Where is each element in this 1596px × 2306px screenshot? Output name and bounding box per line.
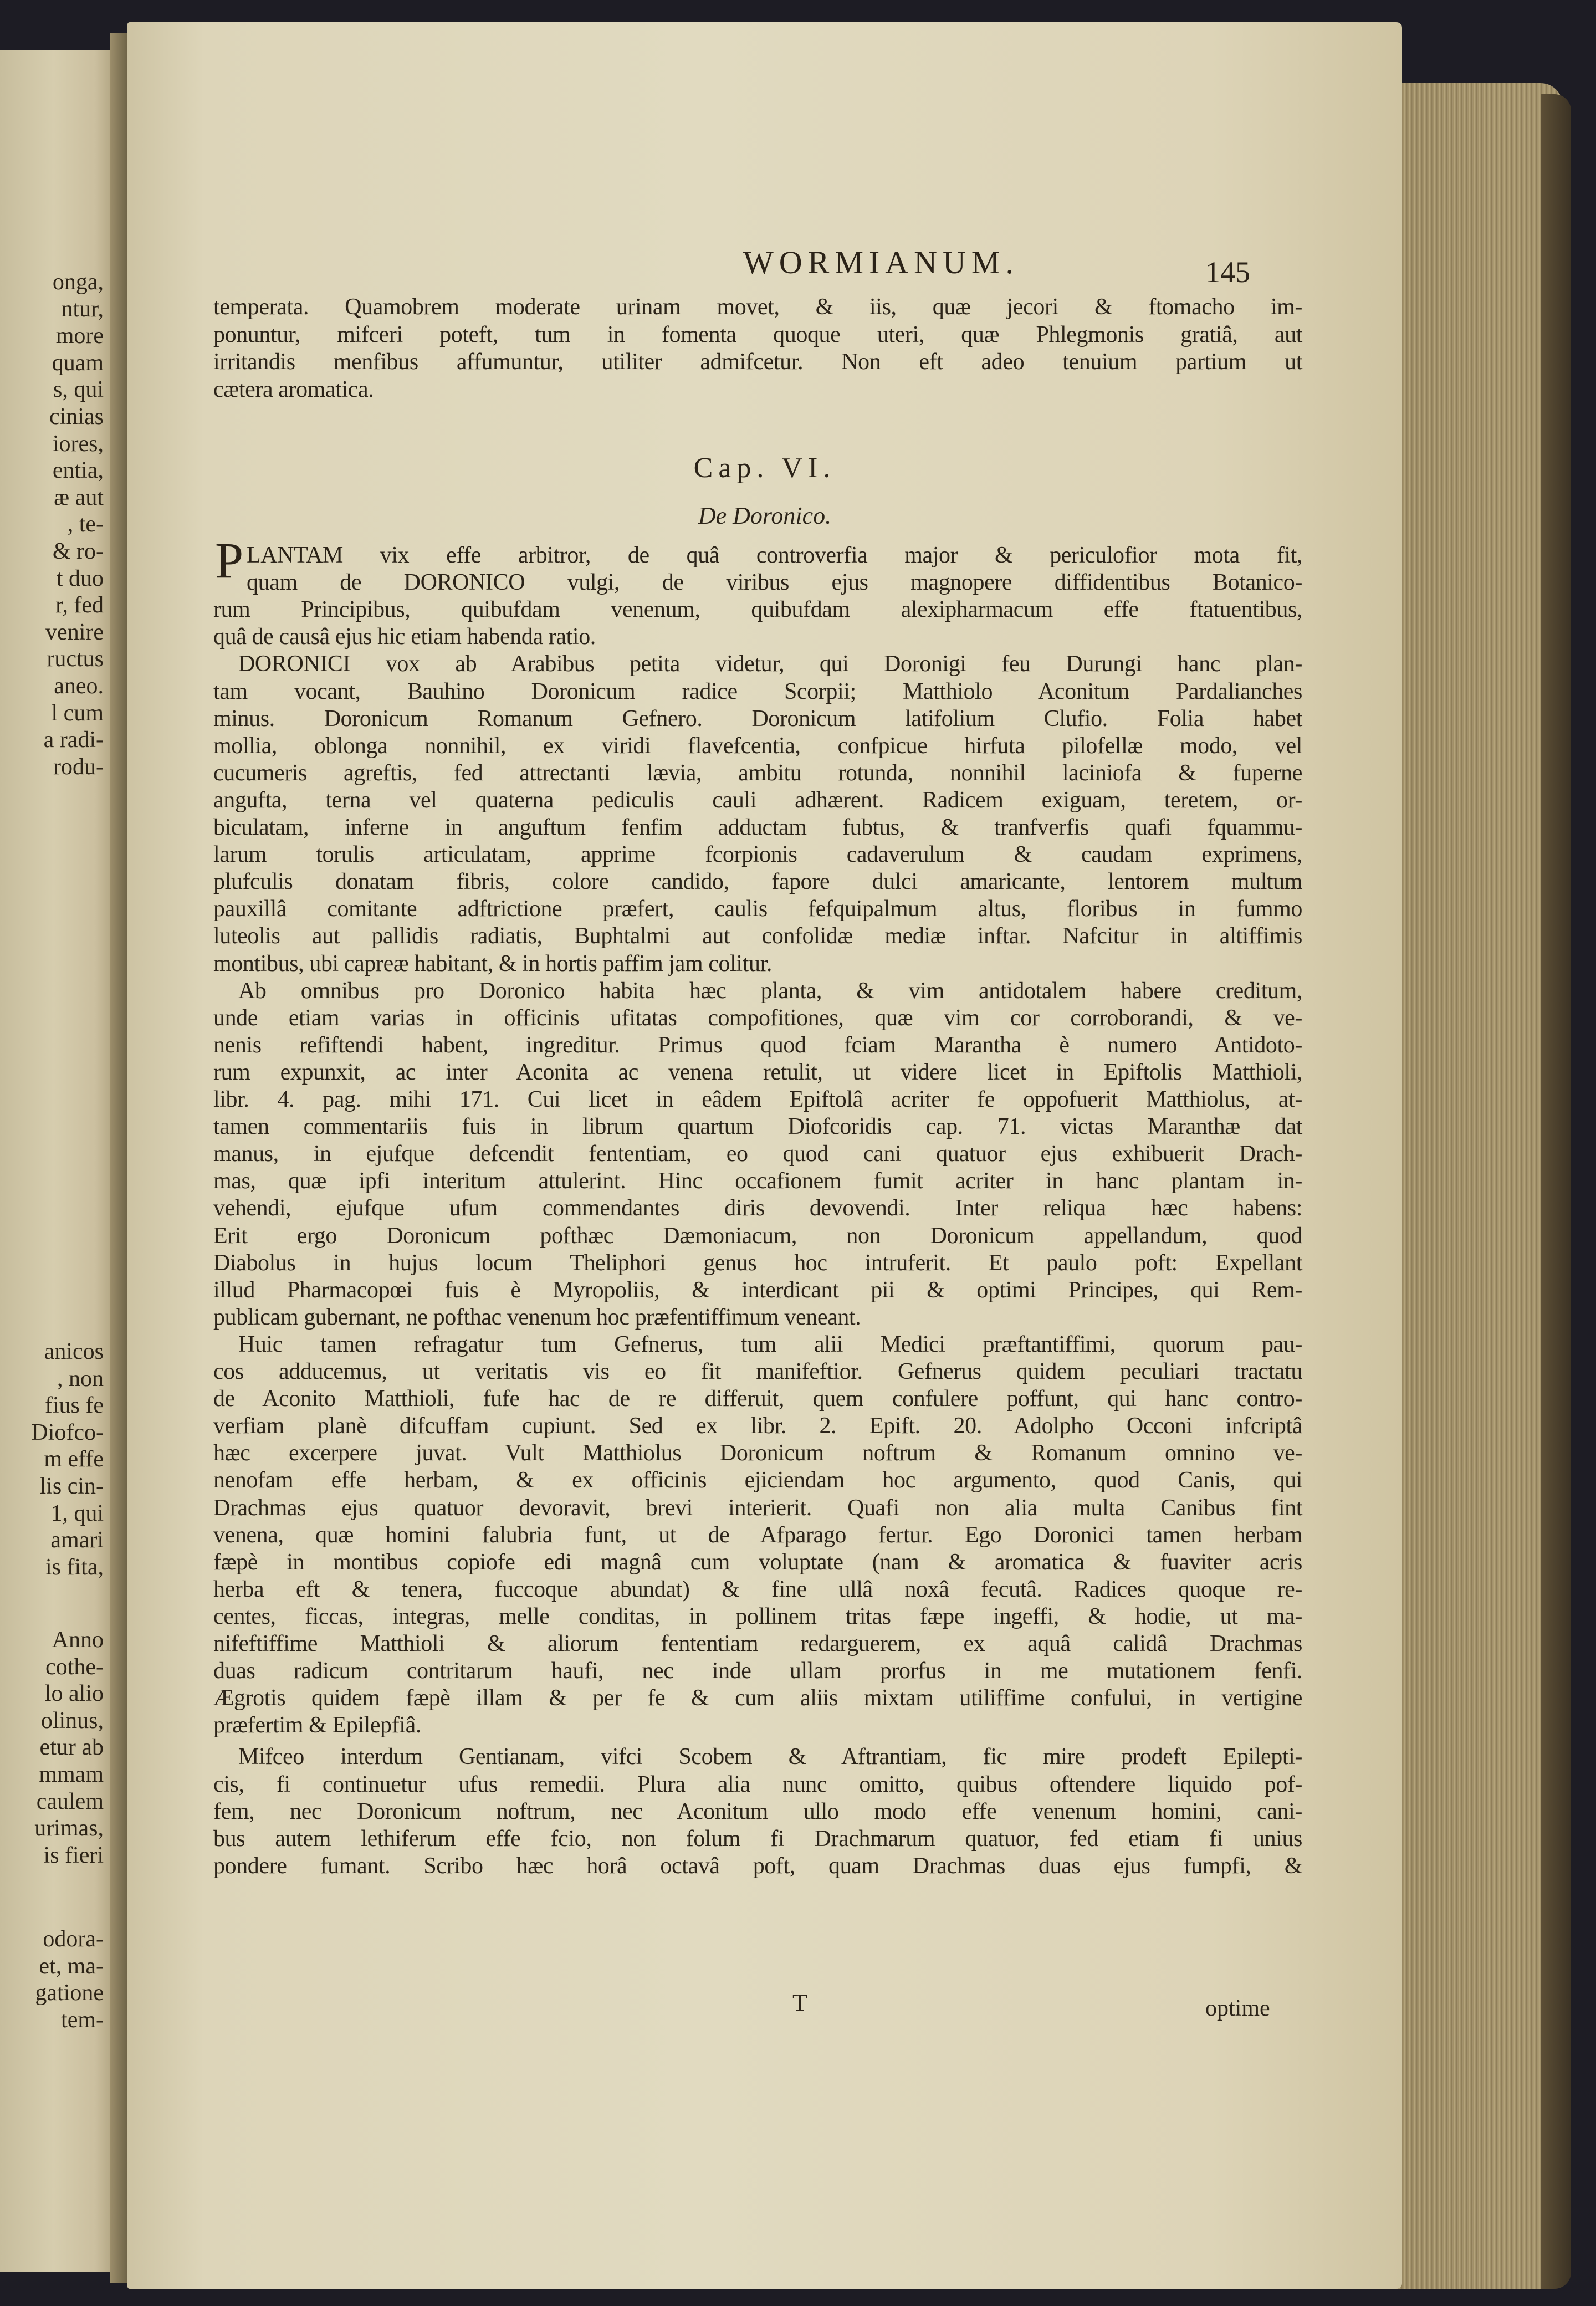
left-fragment-line: mmam [39, 1761, 104, 1787]
left-fragment-line: m effe [44, 1446, 104, 1472]
left-margin-fragments-bottom [35, 1926, 104, 2033]
text-line: Ægrotis quidem fæpè illam & per fe & cum aliis mixtam utiliffime confului, in vertigine [213, 1685, 1302, 1711]
left-page-fragment [0, 50, 119, 2272]
left-fragment-line: rodu- [53, 754, 104, 780]
left-fragment-line: lis cin- [39, 1473, 104, 1499]
left-fragment-line: olinus, [40, 1707, 104, 1734]
left-fragment-line: ntur, [61, 296, 104, 322]
text-line: montibus, ubi capreæ habitant, & in hortis paffim jam colitur. [213, 950, 772, 976]
text-line: cætera aromatica. [213, 376, 374, 402]
left-fragment-line: fius fe [44, 1393, 104, 1419]
text-line: venena, quæ homini falubria funt, ut de Afparago fertur. Ego Doronici tamen herbam [213, 1522, 1302, 1548]
drop-cap: P [215, 532, 244, 589]
text-line: de Aconito Matthioli, fufe hac de re differuit, quem confulere poffunt, qui hanc contro- [213, 1386, 1302, 1412]
left-fragment-line: iores, [52, 431, 104, 457]
text-line: tam vocant, Bauhino Doronicum radice Scorpii; Matthiolo Aconitum Pardalianches [213, 678, 1302, 704]
text-line: herba eft & tenera, fuccoque abundat) & fine ullâ noxâ fecutâ. Radices quoque re- [213, 1576, 1302, 1602]
left-fragment-line: tem- [61, 2007, 104, 2033]
text-line: DORONICI vox ab Arabibus petita videtur, qui Doronigi feu Durungi hanc plan- [238, 651, 1302, 677]
left-fragment-line: venire [45, 619, 104, 645]
text-line: larum torulis articulatam, apprime fcorpionis cadaverulum & caudam exprimens, [213, 842, 1302, 868]
left-fragment-line: entia, [52, 458, 104, 484]
left-fragment-line: 1, qui [50, 1500, 104, 1526]
text-line: centes, ficcas, integras, melle conditas, in pollinem tritas fæpe ingeffi, & hodie, ut ma- [213, 1603, 1302, 1629]
text-line: nenofam effe herbam, & ex officinis ejiciendam hoc argumento, quod Canis, qui [213, 1468, 1302, 1494]
left-margin-fragments-mid [31, 1338, 104, 1581]
text-line: bus autem lethiferum effe fcio, non folum fi Drachmarum quatuor, fed etiam fi unius [213, 1826, 1302, 1852]
text-line: fem, nec Doronicum noftrum, nec Aconitum ullo modo effe venenum homini, cani- [213, 1798, 1302, 1824]
left-fragment-line: & ro- [52, 538, 104, 564]
catchword: optime [1205, 1996, 1270, 2021]
left-fragment-line: is fieri [43, 1842, 104, 1868]
left-margin-fragments-top [44, 269, 104, 780]
left-fragment-line: s, qui [53, 377, 104, 403]
left-fragment-line: quam [52, 350, 104, 376]
left-fragment-line: æ aut [54, 484, 104, 510]
left-fragment-line: et, ma- [39, 1953, 104, 1979]
text-line: fæpè in montibus copiofe edi magnâ cum voluptate (nam & aromatica & fuaviter acris [213, 1549, 1302, 1575]
left-fragment-line: odora- [43, 1926, 104, 1952]
left-fragment-line: aneo. [54, 673, 104, 699]
text-line: vehendi, ejufque ufum commendantes diris devovendi. Inter reliqua hæc habens: [213, 1195, 1302, 1221]
text-line: Mifceo interdum Gentianam, vifci Scobem & Aftrantiam, fic mire prodeft Epilepti- [238, 1744, 1302, 1770]
text-line: plufculis donatam fibris, colore candido, fapore dulci amaricante, lentorem multum [213, 869, 1302, 895]
text-line: quâ de causâ ejus hic etiam habenda ratio. [213, 624, 596, 650]
text-line: mollia, oblonga nonnihil, ex viridi flavefcentia, confpicue hirfuta pilofellæ modo, vel [213, 733, 1302, 759]
left-fragment-line: anicos [44, 1339, 104, 1364]
text-line: tamen commentariis fuis in librum quartum Diofcoridis cap. 71. victas Maranthæ dat [213, 1114, 1302, 1140]
chapter-title: Cap. VI. [693, 452, 836, 484]
left-fragment-line: lo alio [44, 1681, 104, 1707]
text-line: cos adducemus, ut veritatis vis eo fit manifeftior. Gefnerus quidem peculiari tractatu [213, 1359, 1302, 1384]
text-line: rum expunxit, ac inter Aconita ac venena retulit, ut videre licet in Epiftolis Matthioli, [213, 1059, 1302, 1085]
page-number: 145 [1205, 255, 1250, 289]
left-fragment-line: amari [50, 1527, 104, 1553]
left-fragment-line: r, fed [55, 592, 104, 618]
signature-mark: T [792, 1989, 807, 2016]
left-fragment-line: Anno [52, 1627, 104, 1653]
text-line: duas radicum contritarum haufi, nec inde ullam prorfus in me mutationem fenfi. [213, 1658, 1302, 1684]
left-fragment-line: caulem [36, 1788, 104, 1814]
text-line: irritandis menfibus affumuntur, utiliter admifcetur. Non eft adeo tenuium partium ut [213, 349, 1302, 375]
text-line: manus, in ejufque defcendit fententiam, eo quod cani quatuor ejus exhibuerit Drach- [213, 1141, 1302, 1167]
left-fragment-line: Diofco- [31, 1419, 104, 1445]
text-line: mas, quæ ipfi interitum attulerint. Hinc occafionem fumit acriter in hanc plantam in- [213, 1168, 1302, 1194]
text-line: rum Principibus, quibufdam venenum, quibufdam alexipharmacum effe ftatuentibus, [213, 597, 1302, 623]
text-line: luteolis aut pallidis radiatis, Buphtalmi aut confolidæ mediæ inftar. Nafcitur in altiffimis [213, 923, 1302, 949]
text-line: Ab omnibus pro Doronico habita hæc planta, & vim antidotalem habere creditum, [238, 978, 1302, 1004]
text-line: ponuntur, mifceri poteft, tum in fomenta quoque uteri, quæ Phlegmonis gratiâ, aut [213, 321, 1302, 347]
right-page [127, 22, 1402, 2289]
text-line: cucumeris agreftis, fed attrectanti lævia, ambitu rotunda, nonnihil laciniofa & fuperne [213, 760, 1302, 786]
book-spread [0, 11, 1571, 2294]
left-fragment-line: etur ab [39, 1735, 104, 1761]
left-fragment-line: t duo [56, 565, 104, 591]
left-fragment-line: gatione [35, 1980, 104, 2006]
text-line: libr. 4. pag. mihi 171. Cui licet in eâdem Epiftolâ acriter fe oppofuerit Matthiolus, at- [213, 1087, 1302, 1112]
left-margin-fragments-low [34, 1627, 104, 1869]
left-fragment-line: ructus [47, 646, 104, 672]
left-fragment-line: cothe- [45, 1654, 104, 1680]
text-line: cis, fi continuetur ufus remedii. Plura alia nunc omitto, quibus oftendere liquido pof- [213, 1771, 1302, 1797]
text-line: Diabolus in hujus locum Theliphori genus hoc intruferit. Et paulo poft: Expellant [213, 1250, 1302, 1276]
left-fragment-line: l cum [51, 700, 104, 726]
text-line: temperata. Quamobrem moderate urinam movet, & iis, quæ jecori & ftomacho im- [213, 294, 1302, 320]
left-fragment-line: more [55, 323, 104, 349]
left-fragment-line: is fita, [45, 1554, 104, 1580]
text-line: nifeftiffime Matthioli & aliorum fententiam redarguerem, ex aquâ calidâ Drachmas [213, 1631, 1302, 1656]
left-fragment-line: urimas, [34, 1816, 104, 1842]
text-line: unde etiam varias in officinis ufitatas compofitiones, quæ vim cor corroborandi, & ve- [213, 1005, 1302, 1031]
text-line: nenis refiftendi habent, ingreditur. Primus quod fciam Marantha è numero Antidoto- [213, 1032, 1302, 1058]
left-fragment-line: , te- [67, 512, 104, 538]
left-fragment-line: , non [57, 1366, 104, 1392]
text-line: Drachmas ejus quatuor devoravit, brevi interierit. Quafi non alia multa Canibus fint [213, 1495, 1302, 1521]
text-line: pauxillâ comitante adftrictione præfert, caulis fefquipalmum altus, floribus in fummo [213, 896, 1302, 922]
text-line: publicam gubernant, ne pofthac venenum hoc præfentiffimum veneant. [213, 1304, 861, 1330]
text-line: LANTAM vix effe arbitror, de quâ controverfia major & periculofior mota fit, [247, 543, 1302, 568]
running-title: WORMIANUM. [743, 244, 1019, 280]
left-fragment-line: cinias [49, 403, 104, 430]
text-line: verfiam planè difcuffam cupiunt. Sed ex libr. 2. Epift. 20. Adolpho Occoni infcriptâ [213, 1413, 1302, 1439]
text-line: pondere fumant. Scribo hæc horâ octavâ poft, quam Drachmas duas ejus fumpfi, & [213, 1853, 1302, 1879]
cover-edge [1541, 94, 1571, 2289]
text-line: minus. Doronicum Romanum Gefnero. Doronicum latifolium Clufio. Folia habet [213, 705, 1302, 732]
text-line: biculatam, inferne in anguftum fenfim adductam fubtus, & tranfverfis quafi fquammu- [213, 815, 1302, 840]
left-fragment-line: a radi- [43, 727, 104, 753]
text-line: præfertim & Epilepfiâ. [213, 1712, 421, 1739]
text-line: quam de DORONICO vulgi, de viribus ejus magnopere diffidentibus Botanico- [247, 570, 1302, 596]
left-fragment-line: onga, [52, 269, 104, 295]
text-line: angufta, terna vel quaterna pediculis cauli adhærent. Radicem exiguam, teretem, or- [213, 787, 1302, 813]
text-line: illud Pharmacopœi fuis è Myropoliis, & interdicant pii & optimi Principes, qui Rem- [213, 1277, 1302, 1303]
chapter-subtitle: De Doronico. [698, 502, 832, 529]
text-line: Erit ergo Doronicum pofthæc Dæmoniacum, non Doronicum appellandum, quod [213, 1223, 1302, 1249]
text-line: hæc excerpere juvat. Vult Matthiolus Doronicum noftrum & Romanum omnino ve- [213, 1440, 1302, 1466]
page-text [127, 22, 1402, 2289]
text-line: Huic tamen refragatur tum Gefnerus, tum alii Medici præftantiffimi, quorum pau- [238, 1331, 1302, 1357]
